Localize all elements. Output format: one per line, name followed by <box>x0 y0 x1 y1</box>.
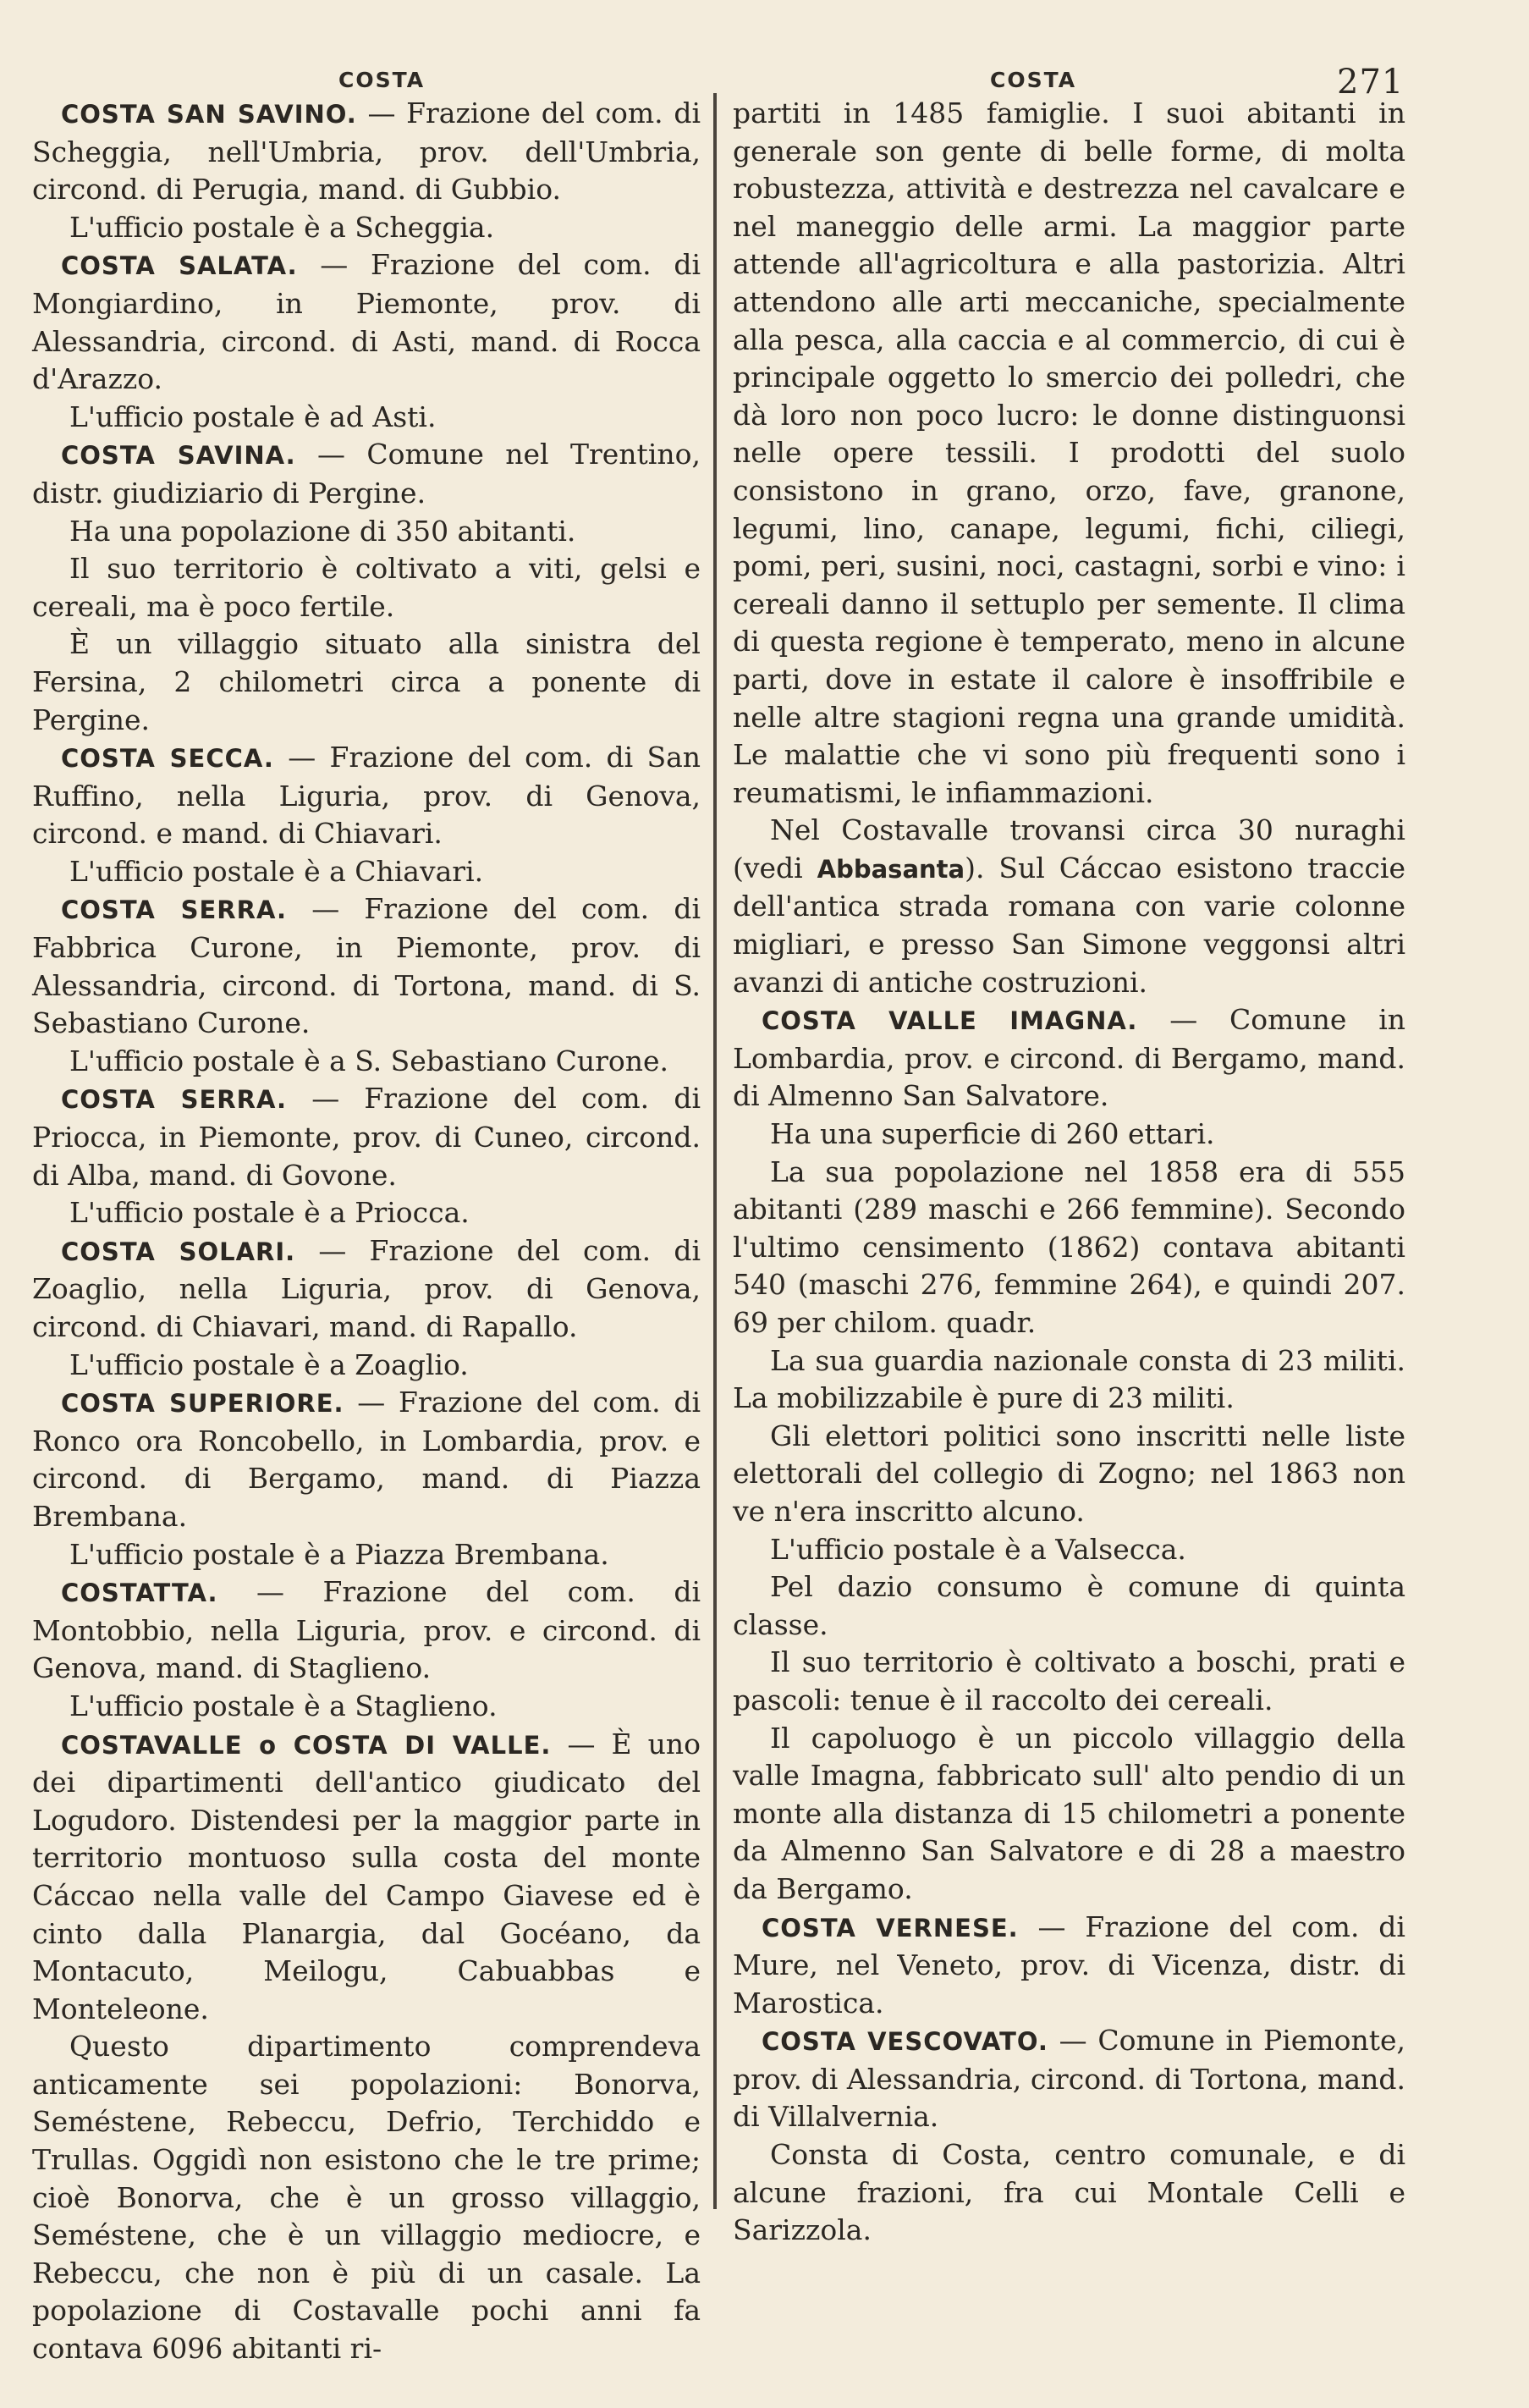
entry-text: Ha una superficie di 260 ettari. <box>770 1117 1215 1151</box>
entry-text: L'ufficio postale è a Valsecca. <box>770 1532 1186 1566</box>
entry-text: — Frazione del com. di San Ruffino, nella Liguria, prov. di Genova, circond. e mand. di Chiavari. <box>32 741 701 851</box>
entry-paragraph <box>32 513 701 551</box>
entry-headword: COSTA SAVINA. <box>61 441 296 471</box>
entry-paragraph <box>733 1418 1405 1531</box>
right-running-head: COSTA <box>990 68 1077 92</box>
entry-paragraph <box>733 2136 1405 2250</box>
entry-text: L'ufficio postale è a Priocca. <box>69 1196 470 1230</box>
entry-text: Il suo territorio è coltivato a boschi, prati e pascoli: tenue è il raccolto dei cereali. <box>733 1645 1405 1716</box>
entry-headword: COSTA VESCOVATO. <box>762 2027 1048 2057</box>
entry-text: — Frazione del com. di Scheggia, nell'Umbria, prov. dell'Umbria, circond. di Perugia, mand. di Gubbio. <box>32 96 701 207</box>
entry-paragraph <box>32 209 701 247</box>
entry-text: — Frazione del com. di Mure, nel Veneto, prov. di Vicenza, distr. di Marostica. <box>733 1909 1405 2020</box>
entry-text: — Frazione del com. di Fabbrica Curone, in Piemonte, prov. di Alessandria, circond. di Tortona, mand. di S. Sebastiano Curone. <box>32 892 701 1040</box>
entry-paragraph <box>32 2028 701 2367</box>
entry-paragraph <box>32 399 701 437</box>
entry-text: — Frazione del com. di Montobbio, nella Liguria, prov. e circond. di Genova, mand. di Staglieno. <box>32 1575 701 1685</box>
dictionary-entry <box>32 1573 701 1688</box>
dictionary-entry <box>32 1080 701 1194</box>
entry-text: L'ufficio postale è a Chiavari. <box>69 854 484 888</box>
entry-headword: COSTATTA. <box>61 1579 218 1608</box>
entry-paragraph <box>733 1154 1405 1342</box>
entry-text: L'ufficio postale è a Scheggia. <box>69 210 495 244</box>
entry-text: partiti in 1485 famiglie. I suoi abitanti in generale son gente di belle forme, di molta robustezza, attività e destrezza nel cavalcare e nel maneggio delle armi. La maggior parte attende all'agricoltura e alla pastorizia. Altri attendono alle arti meccaniche, specialmente alla pesca, alla caccia e al commercio, di cui è principale oggetto lo smercio dei polledri, che dà loro non poco lucro: le donne distinguonsi nelle opere tessili. I prodotti del suolo consistono in grano, orzo, fave, granone, legumi, lino, canape, legumi, fichi, ciliegi, pomi, peri, susini, noci, castagni, sorbi e vino: i cereali danno il settuplo per semente. Il clima di questa regione è temperato, meno in alcune parti, dove in estate il calore è insoffribile e nelle altre stagioni regna una grande umidità. Le malattie che vi sono più frequenti sono i reumatismi, le infiammazioni. <box>733 96 1405 809</box>
entry-paragraph <box>733 1116 1405 1154</box>
dictionary-entry <box>733 2022 1405 2136</box>
page-number: 271 <box>1337 63 1405 102</box>
dictionary-entry <box>32 1726 701 2029</box>
right-column <box>733 95 1405 2250</box>
entry-text: Il capoluogo è un piccolo villaggio della valle Imagna, fabbricato sull' alto pendio di un monte alla distanza di 15 chilometri a ponente da Almenno San Salvatore e di 28 a maestro da Bergamo. <box>733 1721 1405 1905</box>
dictionary-entry <box>733 1001 1405 1116</box>
entry-paragraph <box>32 853 701 891</box>
entry-paragraph <box>733 812 1405 1001</box>
entry-text: L'ufficio postale è a S. Sebastiano Curone. <box>69 1044 669 1077</box>
entry-text: — Frazione del com. di Priocca, in Piemonte, prov. di Cuneo, circond. di Alba, mand. di Govone. <box>32 1082 701 1192</box>
dictionary-entry <box>733 95 1405 812</box>
entry-headword: COSTA SALATA. <box>61 251 298 281</box>
dictionary-entry <box>32 890 701 1042</box>
entry-paragraph <box>32 1536 701 1574</box>
entry-paragraph <box>32 1347 701 1385</box>
entry-headword: COSTA SECCA. <box>61 744 274 774</box>
entry-text: La sua popolazione nel 1858 era di 555 abitanti (289 maschi e 266 femmine). Secondo l'ultimo censimento (1862) contava abitanti 540 (maschi 276, femmine 264), e quindi 207. 69 per chilom. quadr. <box>733 1154 1405 1339</box>
entry-paragraph <box>733 1720 1405 1909</box>
entry-text: Consta di Costa, centro comunale, e di alcune frazioni, fra cui Montale Celli e Sarizzola. <box>733 2138 1405 2247</box>
entry-headword: COSTA VERNESE. <box>762 1913 1019 1942</box>
entry-paragraph <box>733 1568 1405 1644</box>
entry-text: L'ufficio postale è a Staglieno. <box>69 1689 498 1722</box>
entry-text: La sua guardia nazionale consta di 23 militi. La mobilizzabile è pure di 23 militi. <box>733 1343 1405 1415</box>
entry-headword: COSTA SAN SAVINO. <box>61 100 357 129</box>
entry-text: L'ufficio postale è a Zoaglio. <box>69 1347 469 1381</box>
entry-paragraph <box>32 1194 701 1232</box>
entry-paragraph <box>733 1342 1405 1418</box>
entry-text: Pel dazio consumo è comune di quinta classe. <box>733 1570 1405 1641</box>
entry-text: — Frazione del com. di Ronco ora Roncobello, in Lombardia, prov. e circond. di Bergamo, mand. di Piazza Brembana. <box>32 1386 701 1533</box>
entry-text: Ha una popolazione di 350 abitanti. <box>69 514 576 548</box>
entry-text: — Frazione del com. di Zoaglio, nella Liguria, prov. di Genova, circond. di Chiavari, mand. di Rapallo. <box>32 1233 701 1343</box>
dictionary-entry <box>32 246 701 398</box>
dictionary-entry <box>32 739 701 853</box>
entry-text: L'ufficio postale è ad Asti. <box>69 399 437 433</box>
entry-headword: COSTA SOLARI. <box>61 1237 296 1266</box>
entry-paragraph <box>733 1531 1405 1569</box>
entry-headword: COSTA SERRA. <box>61 895 287 925</box>
cross-reference: Abbasanta <box>817 854 965 884</box>
entry-text: Gli elettori politici sono inscritti nelle liste elettorali del collegio di Zogno; nel 1863 non ve n'era inscritto alcuno. <box>733 1419 1405 1528</box>
entry-text: Il suo territorio è coltivato a viti, gelsi e cereali, ma è poco fertile. <box>32 552 701 623</box>
entry-text: Nel Costavalle trovansi circa 30 nuraghi (vedi <box>733 813 1405 884</box>
entry-paragraph <box>32 625 701 739</box>
entry-headword: COSTA SERRA. <box>61 1085 287 1115</box>
entry-text: — Comune nel Trentino, distr. giudiziario di Pergine. <box>32 438 701 510</box>
entry-text: — È uno dei dipartimenti dell'antico giudicato del Logudoro. Distendesi per la maggior parte in territorio montuoso sulla costa del monte Cáccao nella valle del Campo Giavese ed è cinto dalla Planargia, dal Gocéano, da Montacuto, Meilogu, Cabuabbas e Monteleone. <box>32 1727 701 2025</box>
entry-headword: COSTAVALLE o COSTA DI VALLE. <box>61 1730 552 1760</box>
left-column <box>32 95 701 2368</box>
entry-paragraph <box>32 550 701 625</box>
entry-headword: COSTA SUPERIORE. <box>61 1389 344 1419</box>
dictionary-entry <box>32 1232 701 1347</box>
entry-text: Questo dipartimento comprendeva anticamente sei popolazioni: Bonorva, Seméstene, Rebeccu, Defrio, Terchiddo e Trullas. Oggidì non esistono che le tre prime; cioè Bonorva, che è un grosso villaggio, Seméstene, che è un villaggio mediocre, e Rebeccu, che non è più di un casale. La popolazione di Costavalle pochi anni fa contava 6096 abitanti ri- <box>32 2030 701 2366</box>
entry-paragraph <box>32 1043 701 1081</box>
dictionary-entry <box>733 1909 1405 2023</box>
dictionary-entry <box>32 1384 701 1535</box>
entry-paragraph <box>733 1644 1405 1719</box>
entry-headword: COSTA VALLE IMAGNA. <box>762 1006 1138 1036</box>
entry-text: — Frazione del com. di Mongiardino, in Piemonte, prov. di Alessandria, circond. di Asti, mand. di Rocca d'Arazzo. <box>32 248 701 396</box>
dictionary-entry <box>32 436 701 512</box>
dictionary-entry <box>32 95 701 209</box>
left-running-head: COSTA <box>338 68 426 92</box>
entry-text: — Comune in Lombardia, prov. e circond. di Bergamo, mand. di Almenno San Salvatore. <box>733 1003 1405 1113</box>
entry-text: L'ufficio postale è a Piazza Brembana. <box>69 1537 609 1571</box>
entry-text: È un villaggio situato alla sinistra del Fersina, 2 chilometri circa a ponente di Pergine. <box>32 627 701 736</box>
entry-text: ). Sul Cáccao esistono traccie dell'antica strada romana con varie colonne migliari, e presso San Simone veggonsi altri avanzi di antiche costruzioni. <box>733 851 1405 999</box>
entry-paragraph <box>32 1688 701 1726</box>
column-divider <box>713 93 717 2209</box>
entry-text: — Comune in Piemonte, prov. di Alessandria, circond. di Tortona, mand. di Villalvernia. <box>733 2024 1405 2134</box>
